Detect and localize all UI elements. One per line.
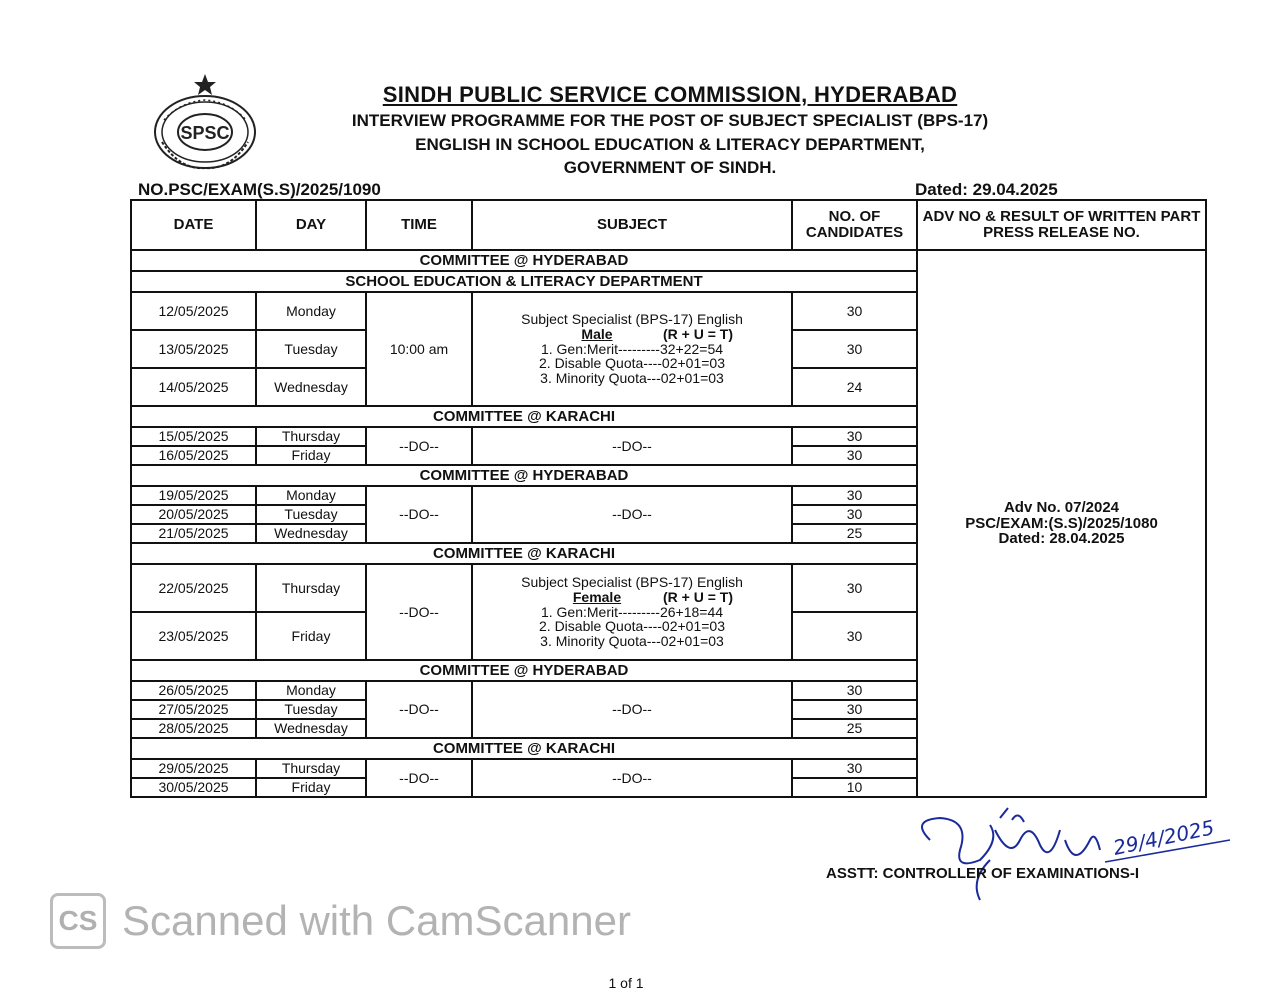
date-cell: 23/05/2025	[131, 612, 256, 660]
count-cell: 30	[792, 564, 917, 612]
quota-line: 2. Disable Quota----02+01=03	[539, 355, 725, 372]
quota-line: 3. Minority Quota---02+01=03	[540, 370, 724, 387]
adv-reference-cell	[917, 250, 1206, 797]
day-cell: Thursday	[256, 564, 366, 612]
date-cell: 22/05/2025	[131, 564, 256, 612]
time-cell: --DO--	[366, 759, 472, 797]
page-number: 1 of 1	[608, 975, 644, 991]
day-cell: Friday	[256, 612, 366, 660]
date-cell: 14/05/2025	[131, 368, 256, 406]
header-adv: ADV NO & RESULT OF WRITTEN PART PRESS RELEASE NO.	[917, 200, 1206, 250]
department-title: SCHOOL EDUCATION & LITERACY DEPARTMENT	[131, 271, 917, 292]
quota-formula: (R + U = T)	[662, 325, 733, 342]
day-cell: Tuesday	[256, 700, 366, 719]
camscanner-text: Scanned with CamScanner	[122, 897, 631, 944]
date-cell: 20/05/2025	[131, 505, 256, 524]
count-cell: 30	[792, 681, 917, 700]
count-cell: 30	[792, 486, 917, 505]
count-cell: 30	[792, 292, 917, 330]
section-heading	[131, 250, 1206, 271]
date-cell: 26/05/2025	[131, 681, 256, 700]
day-cell: Wednesday	[256, 524, 366, 543]
count-cell: 10	[792, 778, 917, 797]
count-cell: 30	[792, 446, 917, 465]
adv-number: Adv No. 07/2024	[1003, 498, 1120, 516]
time-cell: 10:00 am	[366, 292, 472, 406]
section-title: COMMITTEE @ KARACHI	[131, 406, 917, 427]
date-cell: 28/05/2025	[131, 719, 256, 738]
section-title: COMMITTEE @ KARACHI	[131, 738, 917, 759]
header-subject: SUBJECT	[472, 200, 792, 250]
date-cell: 15/05/2025	[131, 427, 256, 446]
government-line: GOVERNMENT OF SINDH.	[563, 158, 777, 177]
day-cell: Wednesday	[256, 368, 366, 406]
day-cell: Friday	[256, 778, 366, 797]
department-line: ENGLISH IN SCHOOL EDUCATION & LITERACY DEPARTMENT,	[415, 135, 925, 154]
subject-cell: --DO--	[472, 759, 792, 797]
adv-dated: Dated: 28.04.2025	[998, 530, 1125, 548]
date-cell: 12/05/2025	[131, 292, 256, 330]
section-title: COMMITTEE @ HYDERABAD	[131, 660, 917, 681]
interview-schedule-table	[130, 199, 1207, 798]
day-cell: Tuesday	[256, 330, 366, 368]
day-cell: Monday	[256, 292, 366, 330]
count-cell: 25	[792, 524, 917, 543]
day-cell: Monday	[256, 681, 366, 700]
subject-cell: --DO--	[472, 427, 792, 465]
date-cell: 19/05/2025	[131, 486, 256, 505]
day-cell: Thursday	[256, 427, 366, 446]
header-day: DAY	[256, 200, 366, 250]
date-cell: 30/05/2025	[131, 778, 256, 797]
gender-label: Male	[581, 325, 613, 342]
day-cell: Thursday	[256, 759, 366, 778]
gender-label: Female	[572, 588, 622, 605]
signatory-title: ASSTT: CONTROLLER OF EXAMINATIONS-I	[826, 865, 1140, 882]
table-header-row	[131, 200, 1206, 250]
quota-line: 1. Gen:Merit---------32+22=54	[540, 340, 724, 357]
quota-formula: (R + U = T)	[662, 588, 733, 605]
quota-line: 3. Minority Quota---02+01=03	[540, 633, 724, 650]
camscanner-watermark	[50, 893, 631, 949]
issue-date: Dated: 29.04.2025	[915, 180, 1058, 199]
date-cell: 13/05/2025	[131, 330, 256, 368]
day-cell: Wednesday	[256, 719, 366, 738]
date-cell: 21/05/2025	[131, 524, 256, 543]
subject-title: Subject Specialist (BPS-17) English	[521, 574, 743, 591]
section-title: COMMITTEE @ HYDERABAD	[131, 250, 917, 271]
date-cell: 27/05/2025	[131, 700, 256, 719]
date-cell: 29/05/2025	[131, 759, 256, 778]
subject-cell: --DO--	[472, 681, 792, 738]
handwritten-signature	[900, 800, 1250, 910]
reference-number: NO.PSC/EXAM(S.S)/2025/1090	[138, 180, 381, 199]
count-cell: 30	[792, 505, 917, 524]
spsc-seal-logo	[150, 72, 260, 172]
time-cell: --DO--	[366, 564, 472, 660]
count-cell: 30	[792, 427, 917, 446]
header-time: TIME	[366, 200, 472, 250]
day-cell: Monday	[256, 486, 366, 505]
programme-title: INTERVIEW PROGRAMME FOR THE POST OF SUBJECT SPECIALIST (BPS-17)	[351, 111, 989, 130]
section-title: COMMITTEE @ KARACHI	[131, 543, 917, 564]
count-cell: 25	[792, 719, 917, 738]
count-cell: 30	[792, 330, 917, 368]
time-cell: --DO--	[366, 427, 472, 465]
time-cell: --DO--	[366, 486, 472, 543]
camscanner-logo: CS	[50, 893, 106, 949]
subject-cell-female	[472, 564, 792, 660]
time-cell: --DO--	[366, 681, 472, 738]
day-cell: Friday	[256, 446, 366, 465]
count-cell: 30	[792, 759, 917, 778]
svg-text:SPSC: SPSC	[180, 123, 230, 143]
header-candidates: NO. OF CANDIDATES	[792, 200, 917, 250]
quota-line: 1. Gen:Merit---------26+18=44	[540, 603, 724, 620]
date-cell: 16/05/2025	[131, 446, 256, 465]
subject-title: Subject Specialist (BPS-17) English	[521, 311, 743, 328]
header-date: DATE	[131, 200, 256, 250]
count-cell: 30	[792, 700, 917, 719]
count-cell: 24	[792, 368, 917, 406]
quota-line: 2. Disable Quota----02+01=03	[539, 618, 725, 635]
adv-press-release: PSC/EXAM:(S.S)/2025/1080	[965, 514, 1158, 532]
section-title: COMMITTEE @ HYDERABAD	[131, 465, 917, 486]
organization-title: SINDH PUBLIC SERVICE COMMISSION, HYDERABAD	[382, 82, 958, 107]
count-cell: 30	[792, 612, 917, 660]
signature-date: 29/4/2025	[1111, 815, 1217, 860]
subject-cell-male	[472, 292, 792, 406]
day-cell: Tuesday	[256, 505, 366, 524]
subject-cell: --DO--	[472, 486, 792, 543]
